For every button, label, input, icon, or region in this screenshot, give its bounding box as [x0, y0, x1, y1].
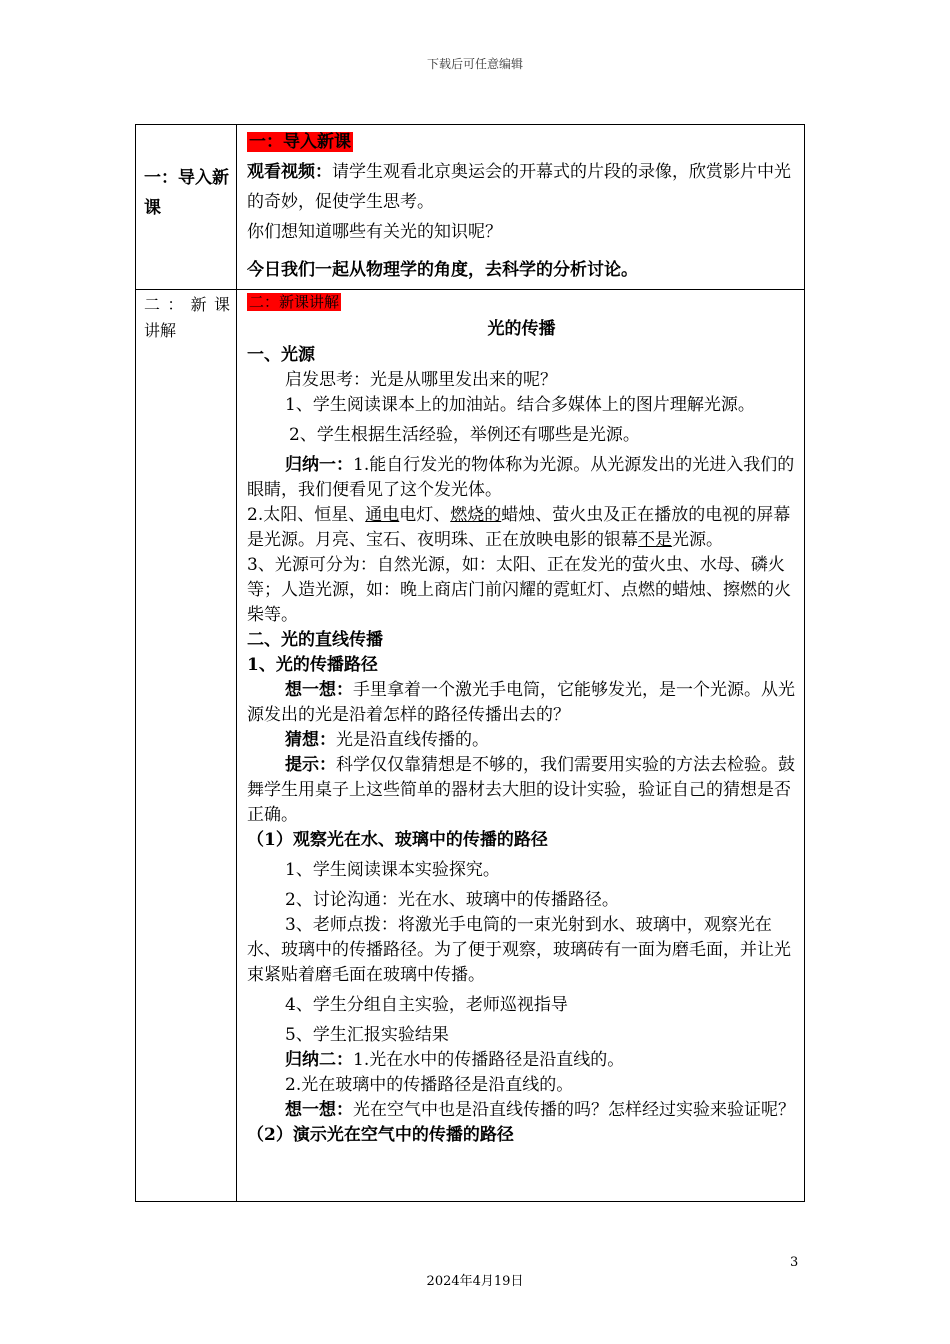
paragraph: 3、光源可分为：自然光源，如：太阳、正在发光的萤火虫、水母、磷火等；人造光源，如：晚上商店门前闪耀的霓虹灯、点燃的蜡烛、擦燃的火柴等。: [247, 555, 791, 625]
paragraph: 归纳二：1.光在水中的传播路径是沿直线的。: [285, 1050, 625, 1070]
section-heading-highlight: 二：新课讲解: [249, 293, 340, 311]
row-content-cell: [237, 125, 805, 290]
paragraph: 1、学生阅读课本上的加油站。结合多媒体上的图片理解光源。: [285, 395, 755, 415]
row-label: 二：新课 讲解: [144, 295, 230, 340]
list-item: 2、讨论沟通：光在水、玻璃中的传播路径。: [285, 890, 619, 910]
subsection-heading: （1）观察光在水、玻璃中的传播的路径: [247, 830, 548, 850]
paragraph: 想一想：光在空气中也是沿直线传播的吗？怎样经过实验来验证呢？: [285, 1100, 795, 1120]
row-label-cell: [136, 125, 237, 290]
footer-date: 2024年4月19日: [426, 1274, 524, 1289]
page-number: 3: [790, 1255, 799, 1270]
list-item: 5、学生汇报实验结果: [285, 1025, 449, 1045]
section-heading: 二、光的直线传播: [247, 630, 383, 650]
subsection-heading: （2）演示光在空气中的传播的路径: [247, 1125, 514, 1145]
row-content-cell: [237, 290, 805, 1202]
list-item: 3、老师点拨：将激光手电筒的一束光射到水、玻璃中，观察光在水、玻璃中的传播路径。为了便于观察，玻璃砖有一面为磨毛面，并让光束紧贴着磨毛面在玻璃中传播。: [247, 915, 791, 985]
paragraph: 猜想：光是沿直线传播的。: [285, 730, 489, 750]
paragraph: 2.太阳、恒星、通电电灯、燃烧的蜡烛、萤火虫及正在播放的电视的屏幕是光源。月亮、宝石、夜明珠、正在放映电影的银幕不是光源。: [247, 505, 791, 550]
row-label: 一：导入新课: [144, 168, 229, 218]
list-item: 4、学生分组自主实验，老师巡视指导: [285, 995, 568, 1015]
paragraph: 2、学生根据生活经验，举例还有哪些是光源。: [289, 425, 640, 445]
row-label-cell: [136, 290, 237, 1202]
paragraph: 今日我们一起从物理学的角度，去科学的分析讨论。: [247, 260, 638, 280]
section-heading: 一、光源: [247, 345, 315, 365]
subsection-heading: 1、光的传播路径: [247, 655, 378, 675]
paragraph: 归纳一：1.能自行发光的物体称为光源。从光源发出的光进入我们的眼睛，我们便看见了这个发光体。: [247, 455, 795, 500]
paragraph: 提示：科学仅仅靠猜想是不够的，我们需要用实验的方法去检验。鼓舞学生用桌子上这些简单的器材去大胆的设计实验，验证自己的猜想是否正确。: [247, 755, 795, 825]
paragraph: 你们想知道哪些有关光的知识呢？: [247, 222, 502, 242]
paragraph: 观看视频：请学生观看北京奥运会的开幕式的片段的录像，欣赏影片中光的奇妙，促使学生思考。: [247, 162, 791, 212]
lesson-title: 光的传播: [487, 319, 556, 339]
header-note: 下载后可任意编辑: [426, 57, 523, 71]
paragraph: 2.光在玻璃中的传播路径是沿直线的。: [285, 1075, 574, 1095]
lesson-plan-table: [135, 124, 805, 1202]
paragraph: 想一想：手里拿着一个激光手电筒，它能够发光，是一个光源。从光源发出的光是沿着怎样的路径传播出去的？: [247, 680, 795, 725]
list-item: 1、学生阅读课本实验探究。: [285, 860, 500, 880]
section-heading-highlight: 一：导入新课: [249, 132, 351, 152]
table-row: [136, 290, 805, 1202]
table-row: [136, 125, 805, 290]
paragraph: 启发思考：光是从哪里发出来的呢？: [285, 370, 557, 390]
